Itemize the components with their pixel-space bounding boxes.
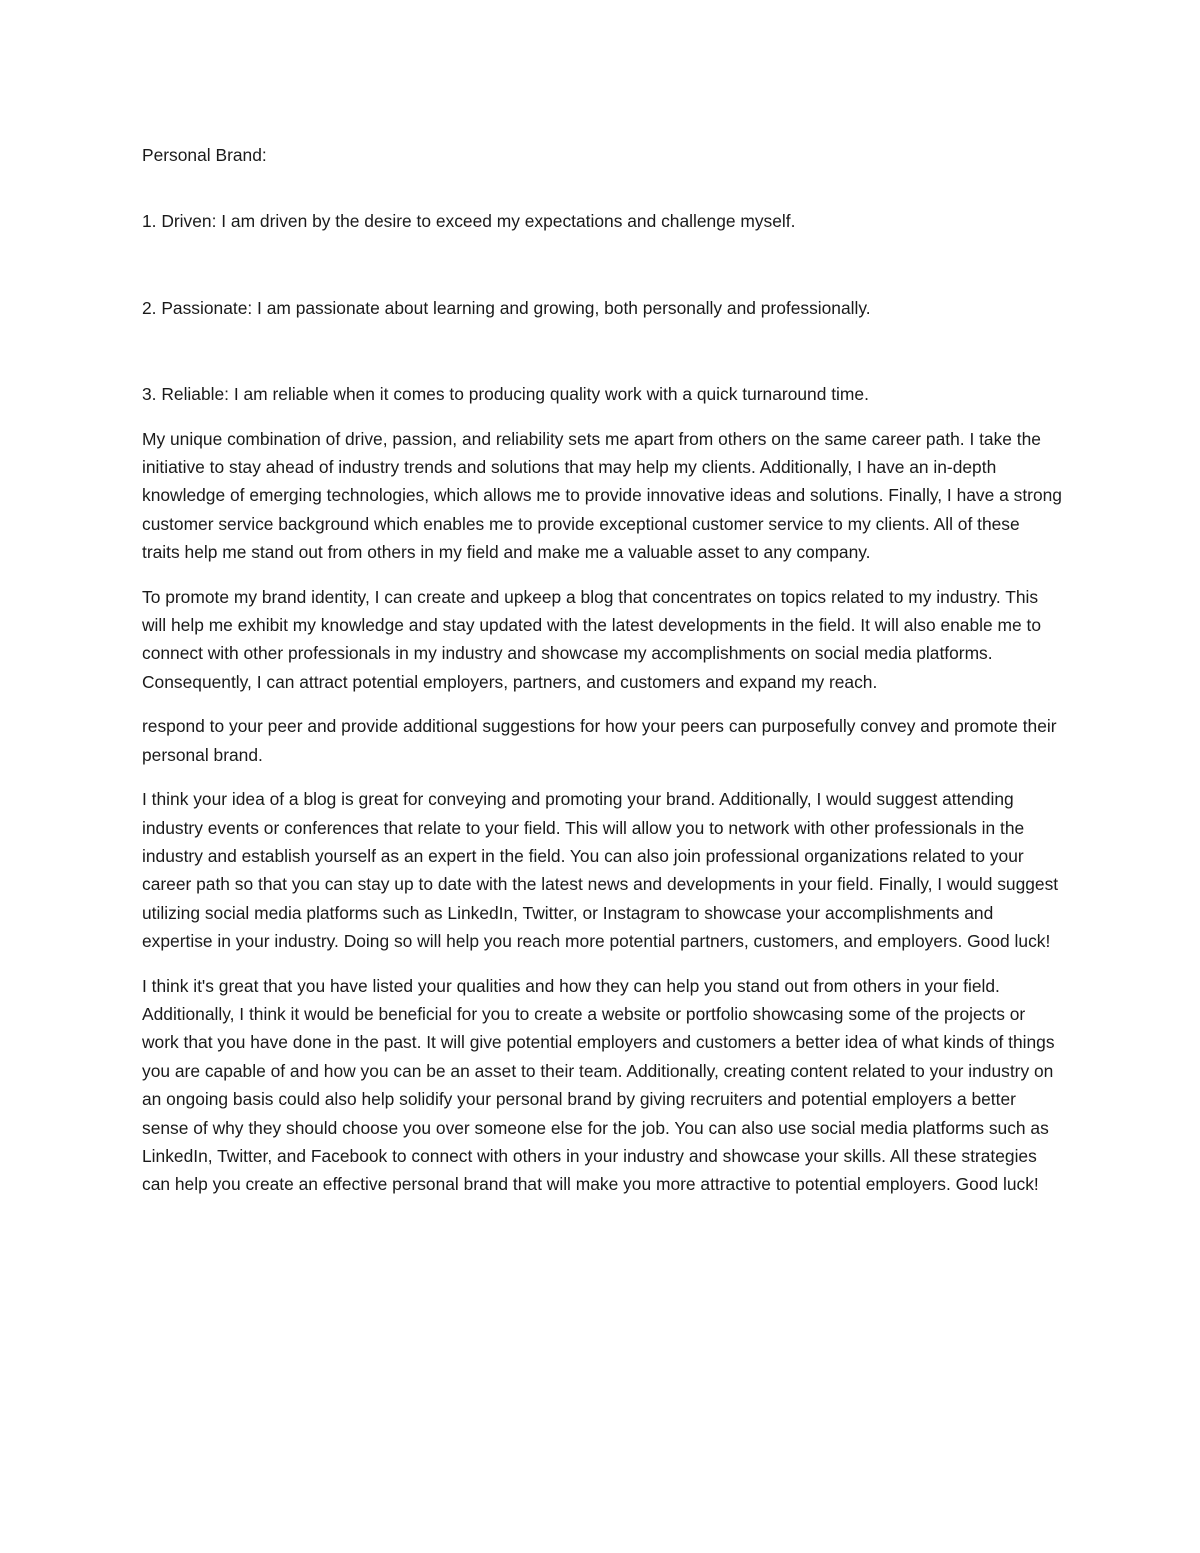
list-item-reliable: 3. Reliable: I am reliable when it comes to producing quality work with a quick turnaround time. [142,384,869,405]
list-item-passionate: 2. Passionate: I am passionate about learning and growing, both personally and professionally. [142,297,871,318]
paragraph-prompt: respond to your peer and provide additional suggestions for how your peers can purposefully convey and promote their personal brand. [142,716,1057,765]
paragraph-unique-combination: My unique combination of drive, passion, and reliability sets me apart from others on the same career path. I take the initiative to stay ahead of industry trends and solutions that may help my clients. Additionally, I have an in-depth knowledge of emerging technologies, which allows me to provide innovative ideas and solutions. Finally, I have a strong customer service background which enables me to provide exceptional customer service to my clients. All of these traits help me stand out from others in my field and make me a valuable asset to any company. [142,428,1062,563]
paragraph-peer-reply-1: I think your idea of a blog is great for conveying and promoting your brand. Additionally, I would suggest attending industry events or conferences that relate to your field. This will allow you to network with other professionals in the industry and establish yourself as an expert in the field. You can also join professional organizations related to your career path so that you can stay up to date with the latest news and developments in your field. Finally, I would suggest utilizing social media platforms such as LinkedIn, Twitter, or Instagram to showcase your accomplishments and expertise in your industry. Doing so will help you reach more potential partners, customers, and employers. Good luck! [142,789,1059,952]
list-item-driven: 1. Driven: I am driven by the desire to exceed my expectations and challenge myself. [142,211,796,232]
paragraph-promote-brand: To promote my brand identity, I can create and upkeep a blog that concentrates on topics related to my industry. This will help me exhibit my knowledge and stay updated with the latest developments in the field. It will also enable me to connect with other professionals in my industry and showcase my accomplishments on social media platforms. Consequently, I can attract potential employers, partners, and customers and expand my reach. [142,586,1042,692]
paragraph-peer-reply-2: I think it's great that you have listed your qualities and how they can help you stand out from others in your field. Additionally, I think it would be beneficial for you to create a website or portfolio showcasing some of the projects or work that you have done in the past. It will give potential employers and customers a better idea of what kinds of things you are capable of and how you can be an asset to their team. Additionally, creating content related to your industry on an ongoing basis could also help solidify your personal brand by giving recruiters and potential employers a better sense of why they should choose you over someone else for the job. You can also use social media platforms such as LinkedIn, Twitter, and Facebook to connect with others in your industry and showcase your skills. All these strategies can help you create an effective personal brand that will make you more attractive to potential employers. Good luck! [142,975,1055,1195]
document-body [142,141,1062,1215]
document-title: Personal Brand: [142,145,267,165]
